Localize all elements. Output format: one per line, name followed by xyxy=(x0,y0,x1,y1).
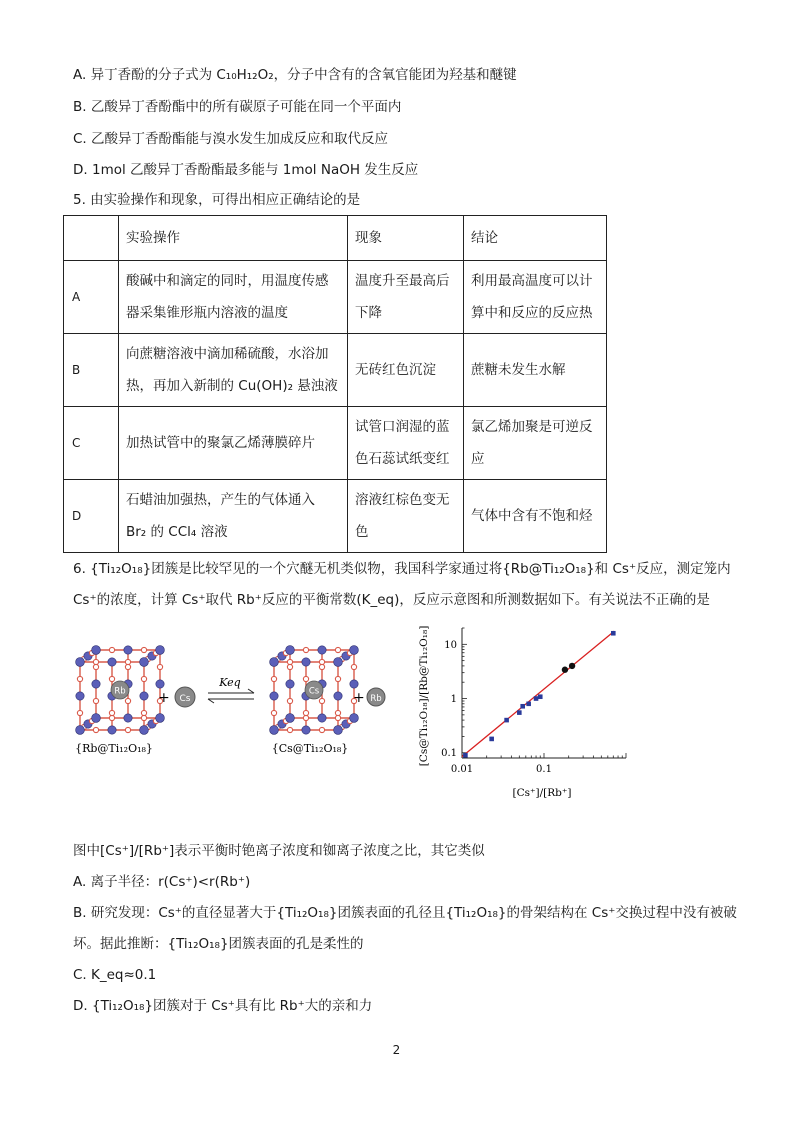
o-atom xyxy=(109,647,114,652)
ti-atom xyxy=(270,658,279,667)
ti-atom xyxy=(302,726,310,734)
rb-cluster-cage xyxy=(76,646,165,735)
ti-atom xyxy=(286,714,295,723)
o-atom xyxy=(303,715,308,720)
o-atom xyxy=(271,710,276,715)
y-tick-label: 1 xyxy=(450,694,457,706)
operation-cell xyxy=(119,261,348,334)
data-point-square xyxy=(526,701,531,706)
q6-option-c: C. K_eq≈0.1 xyxy=(73,967,157,983)
q4-option-a: A. 异丁香酚的分子式为 C₁₀H₁₂O₂，分子中含有的含氧官能团为羟基和醚键 xyxy=(73,67,517,83)
fit-line xyxy=(462,631,614,756)
o-atom xyxy=(109,715,114,720)
caged-ion-label: Rb xyxy=(114,686,126,697)
row-label: C xyxy=(64,407,119,480)
operation-cell xyxy=(119,480,348,553)
o-atom xyxy=(125,659,130,664)
o-atom xyxy=(271,676,276,681)
row-label: D xyxy=(64,480,119,553)
reaction-scheme xyxy=(68,640,398,765)
o-atom xyxy=(287,727,292,732)
o-atom xyxy=(319,698,324,703)
table-header-phenomenon: 现象 xyxy=(348,216,464,261)
conclusion-cell xyxy=(464,261,607,334)
table-row xyxy=(64,407,607,480)
conclusion-line: 利用最高温度可以计 xyxy=(471,273,593,289)
o-atom xyxy=(141,676,146,681)
ti-atom xyxy=(302,658,310,666)
rb-ion-label: Rb xyxy=(370,694,382,704)
data-point-square xyxy=(520,704,525,709)
ti-atom xyxy=(270,726,279,735)
data-point-square xyxy=(489,737,494,742)
q4-option-c: C. 乙酸异丁香酚酯能与溴水发生加成反应和取代反应 xyxy=(73,131,389,147)
plot-axes xyxy=(441,628,626,775)
o-atom xyxy=(319,727,324,732)
keq-arrow-label: Keq xyxy=(219,676,241,689)
ti-atom xyxy=(334,692,342,700)
rb-cluster-label: {Rb@Ti₁₂O₁₈} xyxy=(75,742,153,755)
operation-line: 热，再加入新制的 Cu(OH)₂ 悬浊液 xyxy=(126,378,338,394)
o-atom xyxy=(303,647,308,652)
operation-cell: 加热试管中的聚氯乙烯薄膜碎片 xyxy=(119,407,348,480)
row-label: A xyxy=(64,261,119,334)
data-point-square xyxy=(517,710,522,715)
x-tick-label: 0.01 xyxy=(450,764,474,775)
table-header-row xyxy=(64,216,607,261)
ti-atom xyxy=(270,692,278,700)
q6-option-a: A. 离子半径：r(Cs⁺)<r(Rb⁺) xyxy=(73,874,251,890)
equilibrium-arrow xyxy=(208,689,254,703)
table-row xyxy=(64,261,607,334)
operation-line: Br₂ 的 CCl₄ 溶液 xyxy=(126,524,228,540)
conclusion-cell: 蔗糖未发生水解 xyxy=(464,334,607,407)
y-tick-label: 10 xyxy=(444,639,457,651)
x-tick-label: 0.1 xyxy=(536,764,552,775)
phenomenon-line: 试管口润湿的蓝 xyxy=(355,419,450,435)
data-point-square xyxy=(463,753,468,758)
ti-atom xyxy=(124,646,132,654)
ti-atom xyxy=(140,658,149,667)
conclusion-cell: 气体中含有不饱和烃 xyxy=(464,480,607,553)
o-atom xyxy=(287,698,292,703)
ti-atom xyxy=(350,680,358,688)
phenomenon-line: 温度升至最高后 xyxy=(355,273,450,289)
o-atom xyxy=(125,664,130,669)
ti-atom xyxy=(108,658,116,666)
ti-atom xyxy=(286,680,294,688)
o-atom xyxy=(351,664,356,669)
conclusion-line: 氯乙烯加聚是可逆反 xyxy=(471,419,593,435)
q4-option-d: D. 1mol 乙酸异丁香酚酯最多能与 1mol NaOH 发生反应 xyxy=(73,162,419,178)
phenomenon-line: 色石蕊试纸变红 xyxy=(355,451,450,467)
phenomenon-line: 色 xyxy=(355,524,369,540)
ti-atom xyxy=(350,646,359,655)
o-atom xyxy=(335,647,340,652)
ti-atom xyxy=(92,680,100,688)
operation-cell xyxy=(119,334,348,407)
ti-atom xyxy=(108,726,116,734)
q6-stem-line2: Cs⁺的浓度，计算 Cs⁺取代 Rb⁺反应的平衡常数(K_eq)，反应示意图和所测数据如下。有关说法不正确的是 xyxy=(73,592,710,608)
ti-atom xyxy=(286,646,295,655)
o-atom xyxy=(319,659,324,664)
y-tick-label: 0.1 xyxy=(441,748,457,760)
o-atom xyxy=(125,698,130,703)
o-atom xyxy=(335,710,340,715)
q6-option-d: D. {Ti₁₂O₁₈}团簇对于 Cs⁺具有比 Rb⁺大的亲和力 xyxy=(73,998,373,1014)
ti-atom xyxy=(76,726,85,735)
table-row xyxy=(64,334,607,407)
o-atom xyxy=(141,715,146,720)
o-atom xyxy=(93,664,98,669)
conclusion-cell xyxy=(464,407,607,480)
ti-atom xyxy=(76,692,84,700)
phenomenon-cell xyxy=(348,480,464,553)
o-atom xyxy=(287,659,292,664)
conclusion-line: 应 xyxy=(471,451,485,467)
o-atom xyxy=(319,664,324,669)
caged-ion-label: Cs xyxy=(308,686,320,697)
ti-atom xyxy=(76,658,85,667)
ti-atom xyxy=(92,646,101,655)
ti-atom xyxy=(318,646,326,654)
data-points-group xyxy=(463,631,616,758)
q4-option-b: B. 乙酸异丁香酚酯中的所有碳原子可能在同一个平面内 xyxy=(73,99,402,115)
ti-atom xyxy=(156,680,164,688)
o-atom xyxy=(141,710,146,715)
q6-option-b-line1: B. 研究发现：Cs⁺的直径显著大于{Ti₁₂O₁₈}团簇表面的孔径且{Ti₁₂O₁₈}的骨架结构在 Cs⁺交换过程中没有被破 xyxy=(73,905,737,921)
cs-cluster-cage xyxy=(270,646,359,735)
data-point-square xyxy=(534,696,539,701)
data-point-circle xyxy=(569,663,575,669)
ti-atom xyxy=(140,692,148,700)
experiment-table xyxy=(63,215,607,553)
ti-atom xyxy=(318,714,326,722)
phenomenon-cell: 无砖红色沉淀 xyxy=(348,334,464,407)
data-point-circle xyxy=(562,667,568,673)
o-atom xyxy=(335,715,340,720)
page-number: 2 xyxy=(392,1043,401,1057)
o-atom xyxy=(303,676,308,681)
y-axis-label: [Cs@Ti₁₂O₁₈]/[Rb@Ti₁₂O₁₈] xyxy=(418,625,430,767)
operation-line: 向蔗糖溶液中滴加稀硫酸，水浴加 xyxy=(126,346,329,362)
ti-atom xyxy=(350,714,359,723)
o-atom xyxy=(287,664,292,669)
fit-line-group xyxy=(462,631,614,756)
ti-atom xyxy=(124,714,132,722)
o-atom xyxy=(77,710,82,715)
plus-sign: + xyxy=(158,690,170,706)
operation-line: 酸碱中和滴定的同时，用温度传感 xyxy=(126,273,329,289)
o-atom xyxy=(109,710,114,715)
ti-atom xyxy=(334,658,343,667)
table-row xyxy=(64,480,607,553)
phenomenon-cell xyxy=(348,261,464,334)
ti-atom xyxy=(156,714,165,723)
ti-atom xyxy=(334,726,343,735)
o-atom xyxy=(93,727,98,732)
o-atom xyxy=(157,664,162,669)
o-atom xyxy=(335,676,340,681)
plus-sign: + xyxy=(353,690,365,706)
phenomenon-line: 下降 xyxy=(355,305,382,321)
operation-line: 器采集锥形瓶内溶液的温度 xyxy=(126,305,288,321)
o-atom xyxy=(77,676,82,681)
o-atom xyxy=(93,659,98,664)
keq-log-plot xyxy=(412,618,634,798)
q6-stem-line1: 6. {Ti₁₂O₁₈}团簇是比较罕见的一个穴醚无机类似物，我国科学家通过将{Rb@Ti₁₂O₁₈}和 Cs⁺反应，测定笼内 xyxy=(73,561,731,577)
phenomenon-cell xyxy=(348,407,464,480)
table-header-blank xyxy=(64,216,119,261)
o-atom xyxy=(125,727,130,732)
x-axis-label: [Cs⁺]/[Rb⁺] xyxy=(512,787,572,798)
o-atom xyxy=(109,676,114,681)
data-point-square xyxy=(611,631,616,636)
ti-atom xyxy=(92,714,101,723)
q5-stem: 5. 由实验操作和现象，可得出相应正确结论的是 xyxy=(73,192,361,208)
o-atom xyxy=(141,647,146,652)
q6-option-b-line2: 坏。据此推断：{Ti₁₂O₁₈}团簇表面的孔是柔性的 xyxy=(73,936,364,952)
q6-note: 图中[Cs⁺]/[Rb⁺]表示平衡时铯离子浓度和铷离子浓度之比，其它类似 xyxy=(73,843,485,859)
data-point-square xyxy=(538,694,543,699)
operation-line: 石蜡油加强热，产生的气体通入 xyxy=(126,492,315,508)
o-atom xyxy=(93,698,98,703)
row-label: B xyxy=(64,334,119,407)
cs-cluster-label: {Cs@Ti₁₂O₁₈} xyxy=(271,742,349,755)
table-header-conclusion: 结论 xyxy=(464,216,607,261)
table-header-operation: 实验操作 xyxy=(119,216,348,261)
data-point-square xyxy=(504,718,509,723)
ti-atom xyxy=(156,646,165,655)
phenomenon-line: 溶液红棕色变无 xyxy=(355,492,450,508)
o-atom xyxy=(303,710,308,715)
cs-ion-label: Cs xyxy=(179,694,191,704)
ti-atom xyxy=(140,726,149,735)
conclusion-line: 算中和反应的反应热 xyxy=(471,305,593,321)
